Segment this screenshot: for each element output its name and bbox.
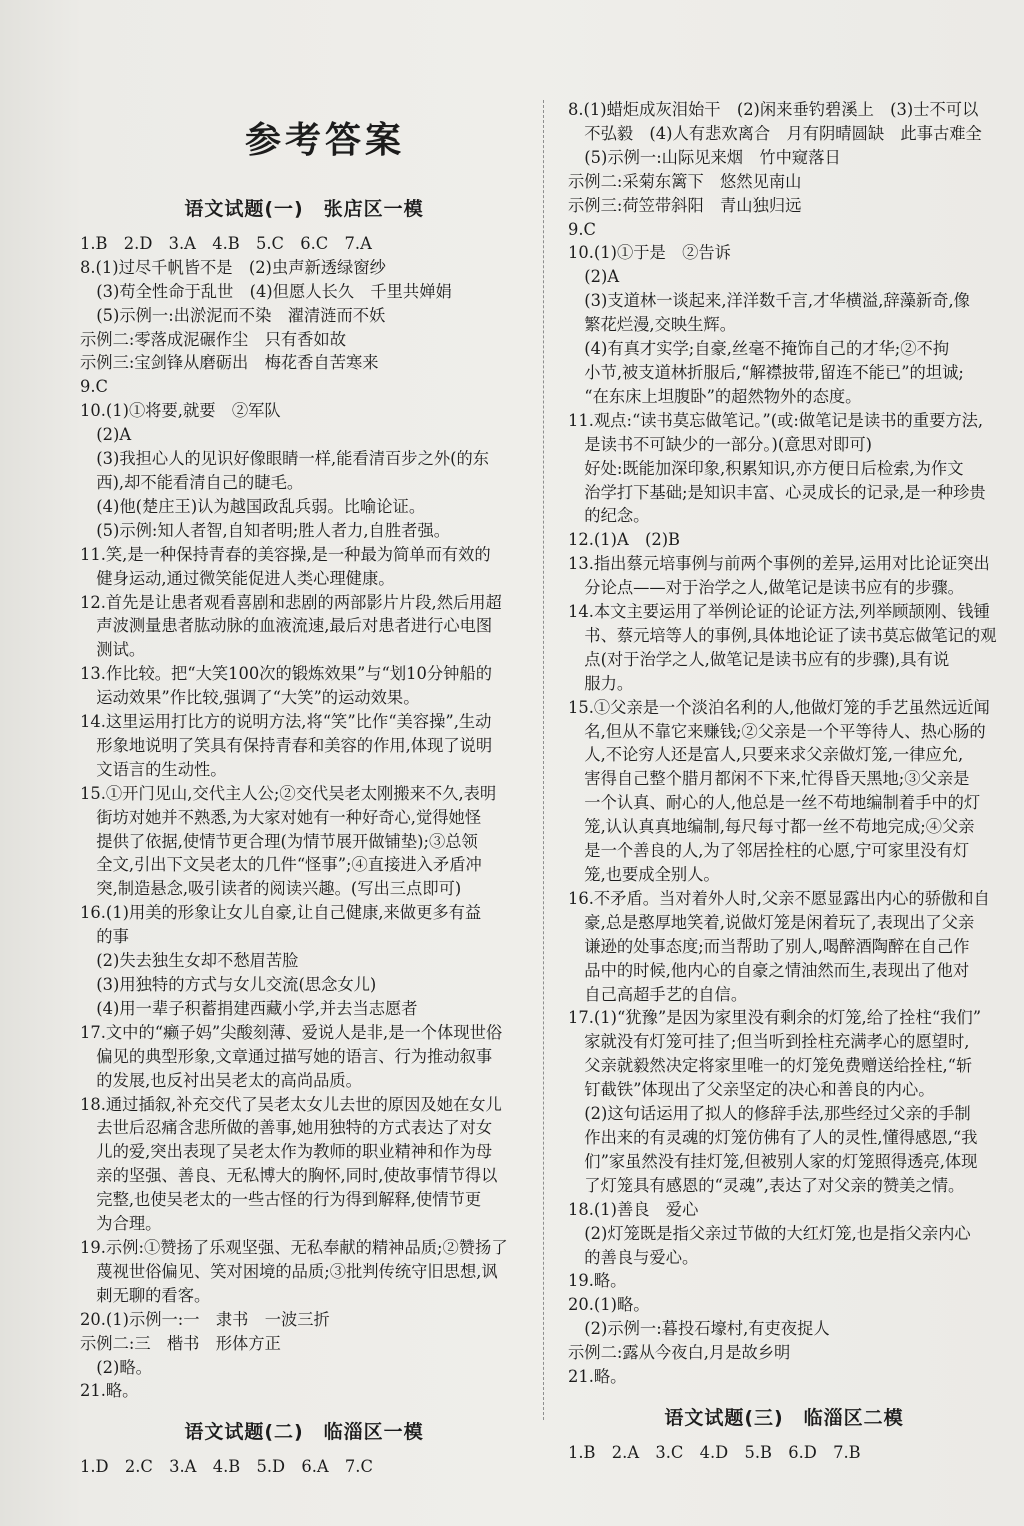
right-column [568, 98, 1000, 1465]
answer-line: 笼,也要成全别人。 [568, 865, 720, 884]
answer-line: 1.D 2.C 3.A 4.B 5.D 6.A 7.C [80, 1457, 373, 1477]
answer-line: 19.示例:①赞扬了乐观坚强、无私奉献的精神品质;②赞扬了 [80, 1237, 508, 1257]
answer-line: 文语言的生动性。 [80, 759, 227, 779]
answer-line: 18.通过插叙,补充交代了吴老太女儿去世的原因及她在女儿 [80, 1094, 502, 1114]
section-title-1: 语文试题(一) 张店区一模 [184, 198, 424, 220]
answer-line: 谦逊的处事态度;而当帮助了别人,喝醉酒陶醉在自己作 [568, 936, 970, 956]
answer-line: 9.C [80, 377, 108, 397]
answer-line: (2)失去独生女却不愁眉苦脸 [80, 951, 299, 971]
answer-line: (2)略。 [80, 1357, 152, 1377]
answer-line: 的纪念。 [568, 506, 650, 526]
answer-line: 声波测量患者肱动脉的血液流速,最后对患者进行心电图 [80, 616, 493, 636]
answer-line: 12.(1)A (2)B [568, 530, 681, 550]
answer-line: 分论点——对于治学之人,做笔记是读书应有的步骤。 [568, 578, 964, 598]
answer-line: 书、蔡元培等人的事例,具体地论证了读书莫忘做笔记的观 [568, 625, 997, 645]
answer-line: 21.略。 [568, 1367, 627, 1387]
answer-line: 钉截铁”体现出了父亲坚定的决心和善良的内心。 [568, 1080, 935, 1100]
answer-line: 不弘毅 (4)人有悲欢离合 月有阴晴圆缺 此事古难全 [568, 123, 982, 143]
answer-line: 8.(1)过尽千帆皆不是 (2)虫声新透绿窗纱 [80, 257, 386, 277]
answer-line: 笼,认认真真地编制,每尺每寸都一丝不苟地完成;④父亲 [568, 817, 975, 837]
answer-line: (2)这句话运用了拟人的修辞手法,那些经过父亲的手制 [568, 1104, 971, 1124]
answer-line: 服力。 [568, 673, 634, 693]
answer-line: 运动效果”作比较,强调了“大笑”的运动效果。 [80, 688, 420, 708]
answer-line: (3)我担心人的见识好像眼睛一样,能看清百步之外(的东 [80, 449, 490, 469]
answer-line: 提供了依据,使情节更合理(为情节展开做铺垫);③总领 [80, 831, 478, 851]
answer-line: 12.首先是让患者观看喜剧和悲剧的两部影片片段,然后用超 [80, 592, 502, 612]
answer-line: “在东床上坦腹卧”的超然物外的态度。 [568, 386, 862, 406]
answer-line: (5)示例:知人者智,自知者明;胜人者力,自胜者强。 [80, 520, 451, 540]
answer-line: 害得自己整个腊月都闲不下来,忙得昏天黑地;③父亲是 [568, 769, 970, 789]
answer-line: 点(对于治学之人,做笔记是读书应有的步骤),具有说 [568, 649, 950, 669]
answer-line: 去世后忍痛含悲所做的善事,她用独特的方式表达了对女 [80, 1118, 493, 1138]
section-2-answers [80, 1455, 528, 1479]
answer-line: 儿的爱,突出表现了吴老太作为教师的职业精神和作为母 [80, 1142, 493, 1162]
page-title: 参考答案 [244, 120, 405, 161]
answer-line: 好处:既能加深印象,积累知识,亦方便日后检索,为作文 [568, 458, 964, 478]
answer-line: 家就没有灯笼可挂了;但当听到拴柱充满孝心的愿望时, [568, 1032, 970, 1052]
answer-line: 的事 [80, 927, 129, 947]
answer-line: 人,不论穷人还是富人,只要来求父亲做灯笼,一律应允, [568, 745, 964, 765]
answer-line: 11.笑,是一种保持青春的美容操,是一种最为简单而有效的 [80, 544, 491, 564]
answer-line: 街坊对她并不熟悉,为大家对她有一种好奇心,觉得她怪 [80, 807, 482, 827]
answer-line: 17.文中的“癞子妈”尖酸刻薄、爱说人是非,是一个体现世俗 [80, 1022, 503, 1042]
answer-line: (5)示例一:山际见来烟 竹中窥落日 [568, 147, 841, 167]
answer-line: 1.B 2.A 3.C 4.D 5.B 6.D 7.B [568, 1442, 861, 1462]
answer-line: 18.(1)善良 爱心 [568, 1199, 699, 1219]
answer-line: 13.指出蔡元培事例与前两个事例的差异,运用对比论证突出 [568, 554, 990, 574]
answer-line: 示例二:露从今夜白,月是故乡明 [568, 1343, 791, 1363]
section-3-answers [568, 1441, 1000, 1465]
answer-line: 形象地说明了笑具有保持青春和美容的作用,体现了说明 [80, 735, 493, 755]
answer-line: 是读书不可缺少的一部分。)(意思对即可) [568, 434, 872, 454]
answer-line: 16.(1)用美的形象让女儿自豪,让自己健康,来做更多有益 [80, 903, 482, 923]
answer-line: 示例二:三 楷书 形体方正 [80, 1333, 281, 1353]
answer-line: 完整,也使吴老太的一些古怪的行为得到解释,使情节更 [80, 1190, 482, 1210]
answer-line: 20.(1)略。 [568, 1295, 650, 1315]
left-column [80, 190, 528, 1479]
answer-line: 作出来的有灵魂的灯笼仿佛有了人的灵性,懂得感恩,“我 [568, 1127, 978, 1147]
answer-line: 14.这里运用打比方的说明方法,将“笑”比作“美容操”,生动 [80, 712, 492, 732]
answer-line: 全文,引出下文吴老太的几件“怪事”;④直接进入矛盾冲 [80, 855, 482, 875]
answer-line: 刺无聊的看客。 [80, 1285, 211, 1305]
column-divider [543, 100, 544, 1420]
answer-line: 10.(1)①将要,就要 ②军队 [80, 401, 281, 421]
answer-line: 亲的坚强、善良、无私博大的胸怀,同时,使故事情节得以 [80, 1166, 498, 1186]
answer-line: 11.观点:“读书莫忘做笔记。”(或:做笔记是读书的重要方法, [568, 410, 984, 430]
answer-line: 示例三:宝剑锋从磨砺出 梅花香自苦寒来 [80, 353, 379, 373]
answer-line: 示例二:采菊东篱下 悠然见南山 [568, 171, 802, 191]
answer-line: 9.C [568, 219, 596, 239]
answer-line: (2)灯笼既是指父亲过节做的大红灯笼,也是指父亲内心 [568, 1223, 971, 1243]
answer-line: 的善良与爱心。 [568, 1247, 699, 1267]
section-1-answers [80, 232, 528, 1403]
right-answers [568, 98, 1000, 1389]
answer-line: 13.作比较。把“大笑100次的锻炼效果”与“划10分钟船的 [80, 664, 493, 684]
answer-line: (4)用一辈子积蓄捐建西藏小学,并去当志愿者 [80, 998, 418, 1018]
answer-line: (3)支道林一谈起来,洋洋数千言,才华横溢,辞藻新奇,像 [568, 291, 970, 311]
answer-line: 为合理。 [80, 1214, 162, 1234]
answer-line: (4)有真才实学;自豪,丝毫不掩饰自己的才华;②不拘 [568, 339, 950, 359]
answer-line: 偏见的典型形象,文章通过描写她的语言、行为推动叙事 [80, 1046, 493, 1066]
answer-line: 14.本文主要运用了举例论证的论证方法,列举顾颉刚、钱锺 [568, 602, 990, 622]
answer-line: 是一个善良的人,为了邻居拴柱的心愿,宁可家里没有灯 [568, 841, 970, 861]
answer-line: 8.(1)蜡炬成灰泪始干 (2)闲来垂钓碧溪上 (3)士不可以 [568, 100, 979, 119]
answer-line: (2)示例一:暮投石壕村,有吏夜捉人 [568, 1319, 830, 1339]
answer-line: 1.B 2.D 3.A 4.B 5.C 6.C 7.A [80, 233, 372, 253]
answer-line: 19.略。 [568, 1271, 627, 1291]
answer-line: (2)A [80, 425, 132, 445]
answer-line: 测试。 [80, 640, 146, 660]
answer-line: (3)用独特的方式与女儿交流(思念女儿) [80, 975, 377, 994]
answer-line: 自己高超手艺的自信。 [568, 984, 748, 1004]
answer-line: 示例二:零落成泥碾作尘 只有香如故 [80, 329, 346, 349]
answer-line: (4)他(楚庄王)认为越国政乱兵弱。比喻论证。 [80, 496, 426, 516]
answer-line: 20.(1)示例一:一 隶书 一波三折 [80, 1309, 330, 1329]
answer-line: 品中的时候,他内心的自豪之情油然而生,表现出了他对 [568, 960, 970, 980]
answer-line: 16.不矛盾。当对着外人时,父亲不愿显露出内心的骄傲和自 [568, 888, 990, 908]
answer-line: 父亲就毅然决定将家里唯一的灯笼免费赠送给拴柱,“斩 [568, 1056, 973, 1076]
answer-line: (5)示例一:出淤泥而不染 濯清涟而不妖 [80, 305, 386, 325]
answer-line: (2)A [568, 267, 620, 287]
answer-line: 蔑视世俗偏见、笑对困境的品质;③批判传统守旧思想,讽 [80, 1261, 498, 1281]
answer-line: 突,制造悬念,吸引读者的阅读兴趣。(写出三点即可) [80, 879, 462, 899]
answer-line: 一个认真、耐心的人,他总是一丝不苟地编制着手中的灯 [568, 793, 981, 813]
answer-line: (3)苟全性命于乱世 (4)但愿人长久 千里共婵娟 [80, 281, 452, 301]
answer-line: 治学打下基础;是知识丰富、心灵成长的记录,是一种珍贵 [568, 482, 986, 502]
answer-line: 21.略。 [80, 1381, 139, 1401]
answer-line: 了灯笼具有感恩的“灵魂”,表达了对父亲的赞美之情。 [568, 1175, 965, 1195]
answer-line: 豪,总是憨厚地笑着,说做灯笼是闲着玩了,表现出了父亲 [568, 912, 975, 932]
answer-line: 繁花烂漫,交映生辉。 [568, 315, 736, 335]
answer-line: 17.(1)“犹豫”是因为家里没有剩余的灯笼,给了拴柱“我们” [568, 1008, 982, 1028]
answer-line: 西),却不能看清自己的睫毛。 [80, 472, 304, 492]
answer-line: 名,但从不靠它来赚钱;②父亲是一个平等待人、热心肠的 [568, 721, 986, 741]
answer-line: 小节,被支道林折服后,“解襟披带,留连不能已”的坦诚; [568, 362, 964, 382]
answer-line: 的发展,也反衬出吴老太的高尚品质。 [80, 1070, 362, 1090]
answer-line: 15.①父亲是一个淡泊名利的人,他做灯笼的手艺虽然远近闻 [568, 697, 990, 717]
answer-line: 15.①开门见山,交代主人公;②交代吴老太刚搬来不久,表明 [80, 783, 497, 803]
answer-line: 示例三:荷笠带斜阳 青山独归远 [568, 195, 802, 215]
section-title-3: 语文试题(三) 临淄区二模 [664, 1406, 904, 1429]
section-title-2: 语文试题(二) 临淄区一模 [184, 1421, 424, 1444]
answer-line: 健身运动,通过微笑能促进人类心理健康。 [80, 568, 395, 588]
answer-line: 们”家虽然没有挂灯笼,但被别人家的灯笼照得透亮,体现 [568, 1151, 978, 1171]
answer-line: 10.(1)①于是 ②告诉 [568, 243, 731, 263]
